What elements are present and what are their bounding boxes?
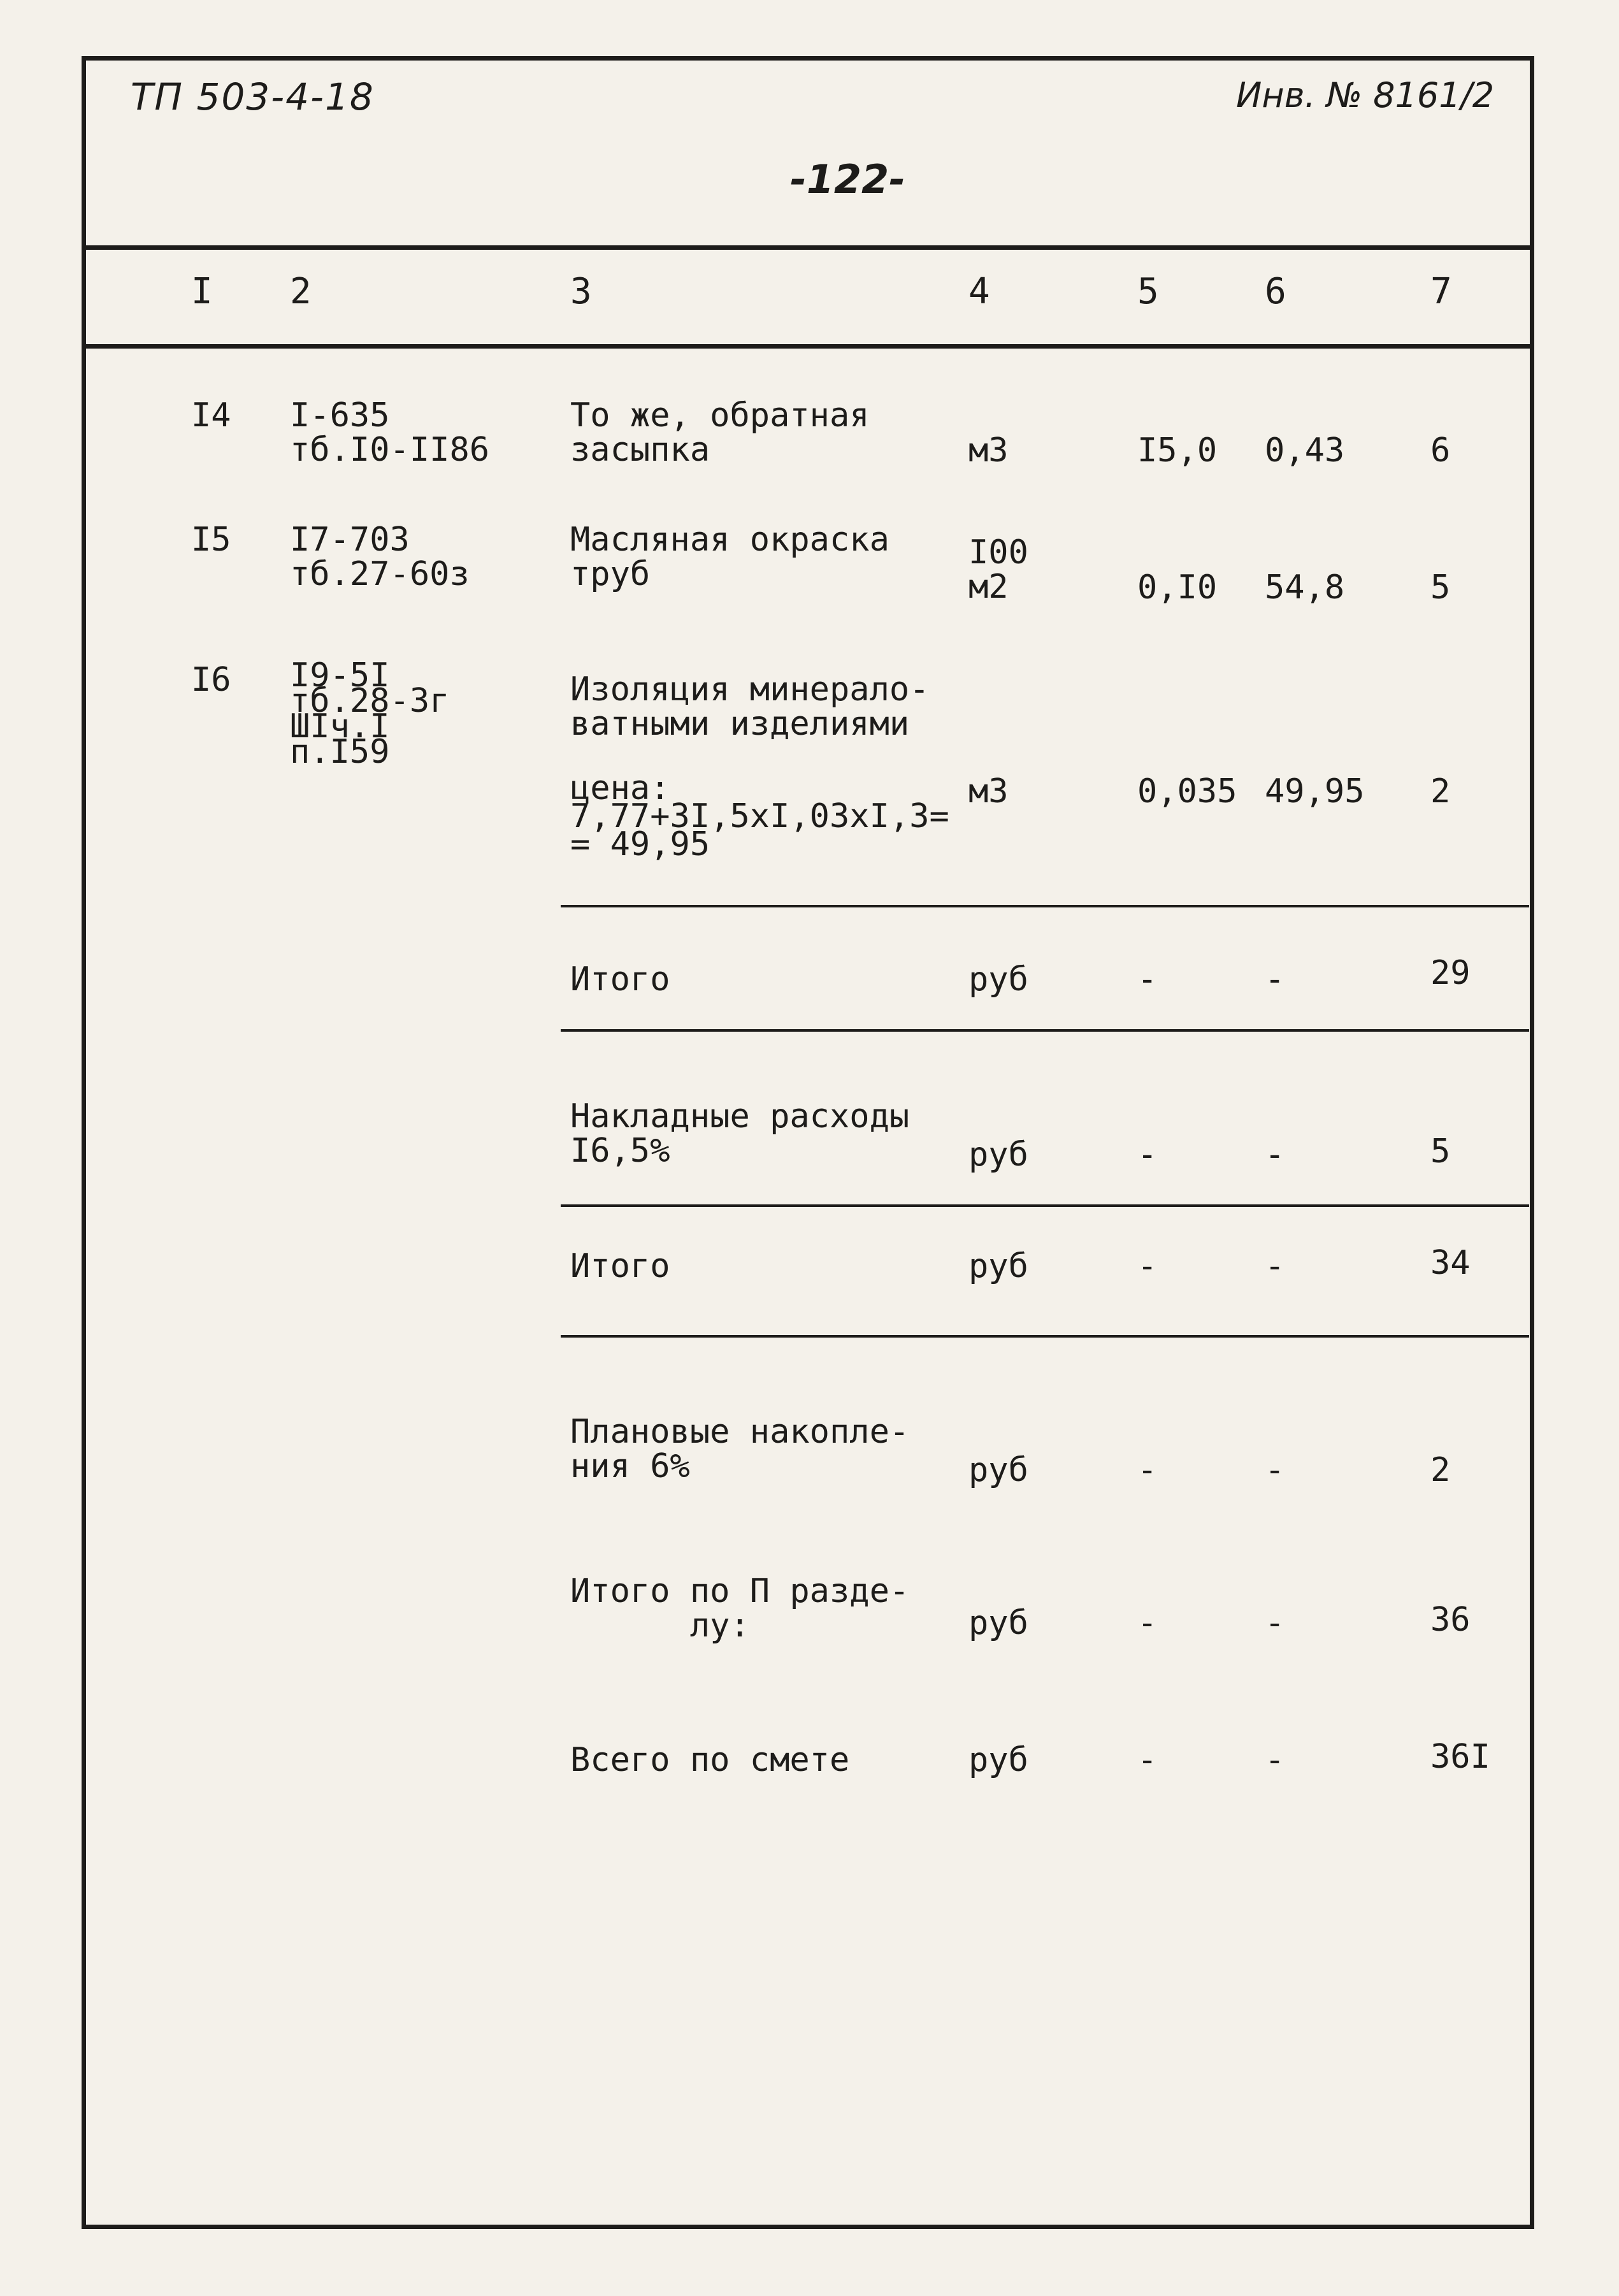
- summary-total: 29: [1430, 954, 1471, 992]
- quantity: I5,0: [1137, 431, 1218, 470]
- summary-quantity: -: [1137, 1247, 1158, 1285]
- summary-label: Плановые накопле- ния 6%: [570, 1413, 910, 1485]
- column-header-bottom-rule: [82, 344, 1534, 349]
- work-description: То же, обратная засыпка: [570, 396, 870, 469]
- quantity: 0,035: [1137, 772, 1237, 811]
- work-description: Изоляция минерало- ватными изделиями: [570, 670, 930, 743]
- summary-unit: руб: [968, 960, 1028, 999]
- unit-price: 0,43: [1265, 431, 1345, 470]
- page-number: -122-: [790, 156, 905, 203]
- norm-reference: I9-5I тб.28-3г ШIч.I п.I59: [290, 656, 450, 771]
- row-number: I4: [191, 396, 231, 435]
- summary-total: 34: [1430, 1244, 1471, 1282]
- summary-quantity: -: [1137, 960, 1158, 999]
- document-code: ТП 503-4-18: [131, 75, 375, 119]
- grand-total: 36I: [1430, 1738, 1490, 1776]
- summary-rule: [561, 1335, 1529, 1338]
- summary-quantity: -: [1137, 1451, 1158, 1489]
- unit-price: 54,8: [1265, 568, 1345, 607]
- summary-unit: руб: [968, 1741, 1028, 1779]
- column-header-7: 7: [1430, 271, 1452, 312]
- unit: м3: [968, 431, 1009, 470]
- row-number: I5: [191, 521, 231, 559]
- summary-unit: руб: [968, 1451, 1028, 1489]
- summary-quantity: -: [1137, 1136, 1158, 1174]
- unit-price: 49,95: [1265, 772, 1365, 811]
- row-number: I6: [191, 661, 231, 699]
- column-header-1: I: [191, 271, 213, 312]
- column-header-5: 5: [1137, 271, 1159, 312]
- summary-quantity: -: [1137, 1741, 1158, 1779]
- summary-unit: руб: [968, 1136, 1028, 1174]
- quantity: 0,I0: [1137, 568, 1218, 607]
- row-total: 6: [1430, 431, 1451, 470]
- row-total: 5: [1430, 568, 1451, 607]
- summary-total: 36: [1430, 1601, 1471, 1639]
- column-header-3: 3: [570, 271, 592, 312]
- grand-total-label: Всего по смете: [570, 1741, 850, 1779]
- summary-price: -: [1265, 1136, 1285, 1174]
- summary-price: -: [1265, 1247, 1285, 1285]
- summary-price: -: [1265, 960, 1285, 999]
- summary-total: 2: [1430, 1451, 1451, 1489]
- work-description: Масляная окраска труб: [570, 521, 889, 593]
- column-header-4: 4: [968, 271, 990, 312]
- summary-quantity: -: [1137, 1604, 1158, 1642]
- column-header-top-rule: [82, 245, 1534, 250]
- norm-reference: I7-703 тб.27-60з: [290, 521, 470, 593]
- row-total: 2: [1430, 772, 1451, 811]
- summary-label: Итого по П разде- лу:: [570, 1572, 910, 1645]
- summary-price: -: [1265, 1741, 1285, 1779]
- norm-reference: I-635 тб.I0-II86: [290, 396, 490, 469]
- price-calculation: цена: 7,77+3I,5xI,03xI,3= = 49,95: [570, 769, 949, 863]
- summary-price: -: [1265, 1451, 1285, 1489]
- unit: м3: [968, 772, 1009, 811]
- inventory-number: Инв. № 8161/2: [1236, 75, 1495, 115]
- unit: I00 м2: [968, 533, 1028, 606]
- summary-unit: руб: [968, 1247, 1028, 1285]
- column-header-2: 2: [290, 271, 312, 312]
- summary-label: Итого: [570, 960, 670, 999]
- summary-unit: руб: [968, 1604, 1028, 1642]
- summary-rule: [561, 1029, 1529, 1032]
- summary-rule: [561, 1204, 1529, 1207]
- summary-label: Накладные расходы I6,5%: [570, 1097, 910, 1170]
- summary-price: -: [1265, 1604, 1285, 1642]
- summary-total: 5: [1430, 1132, 1451, 1171]
- column-header-6: 6: [1265, 271, 1286, 312]
- summary-label: Итого: [570, 1247, 670, 1285]
- summary-rule: [561, 905, 1529, 907]
